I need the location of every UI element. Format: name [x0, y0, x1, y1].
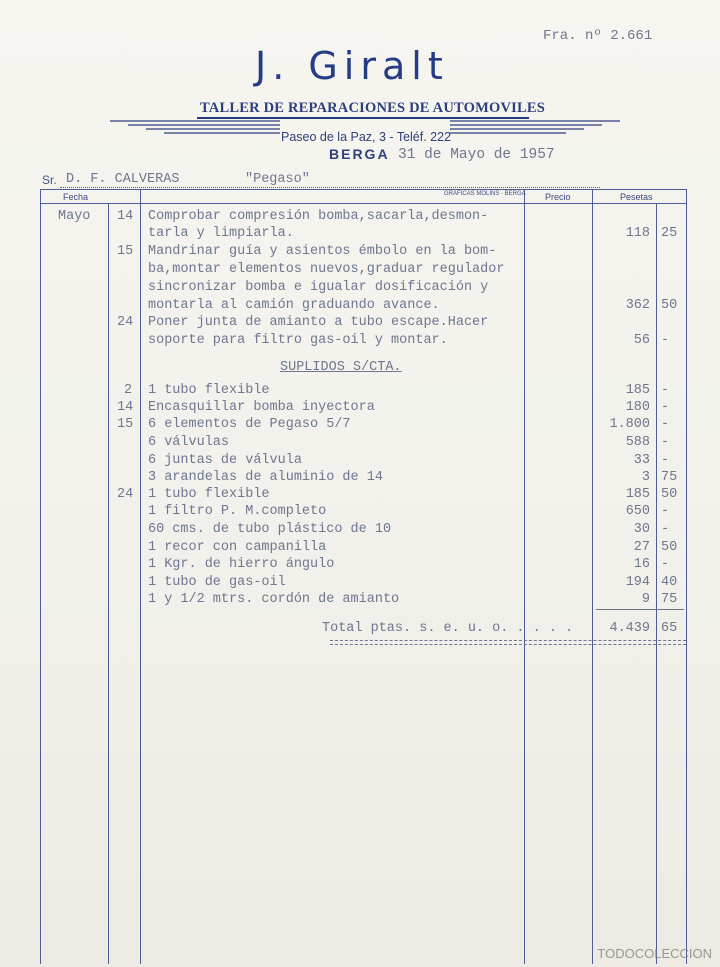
suplido-text: 1 recor con campanilla: [148, 540, 327, 555]
row-text: sincronizar bomba e igualar dosificación y: [148, 280, 489, 295]
header-fecha: Fecha: [63, 192, 89, 202]
suplido-cents: 40: [661, 575, 678, 590]
suplido-day: 24: [117, 487, 134, 502]
client-vehicle: "Pegaso": [245, 172, 310, 187]
suplido-cents: 50: [661, 540, 678, 555]
suplido-amount: 3: [641, 470, 650, 485]
suplidos-title: SUPLIDOS S/CTA.: [280, 360, 402, 375]
total-label: Total ptas. s. e. u. o. . . . .: [322, 621, 574, 636]
row-amount: 362: [625, 298, 650, 313]
suplido-amount: 185: [625, 487, 650, 502]
company-address: Paseo de la Paz, 3 - Teléf. 222: [281, 130, 452, 144]
row-text: ba,montar elementos nuevos,graduar regulador: [148, 262, 505, 277]
suplido-text: 1 tubo flexible: [148, 383, 270, 398]
suplido-day: 14: [117, 400, 134, 415]
row-text: Poner junta de amianto a tubo escape.Hacer: [148, 315, 489, 330]
suplido-day: 15: [117, 417, 134, 432]
suplido-amount: 194: [625, 575, 650, 590]
suplido-cents: 75: [661, 592, 678, 607]
suplido-amount: 185: [625, 383, 650, 398]
suplido-cents: -: [661, 504, 670, 519]
row-text: Comprobar compresión bomba,sacarla,desmon-: [148, 209, 489, 224]
company-city: BERGA: [329, 146, 390, 162]
suplido-amount: 588: [625, 435, 650, 450]
suplido-amount: 9: [641, 592, 650, 607]
col-line-left: [40, 189, 41, 964]
suplido-cents: -: [661, 400, 670, 415]
table-header-line: [40, 203, 686, 204]
row-amount: 56: [633, 333, 650, 348]
suplido-cents: -: [661, 522, 670, 537]
header-pesetas: Pesetas: [620, 192, 653, 202]
total-double-line-2: [330, 644, 686, 646]
watermark: TODOCOLECCION: [597, 946, 712, 961]
suplido-amount: 180: [625, 400, 650, 415]
total-amount: 4.439: [609, 621, 650, 636]
invoice-number: Fra. nº 2.661: [543, 28, 653, 44]
suplido-amount: 16: [633, 557, 650, 572]
suplido-cents: -: [661, 557, 670, 572]
suplido-text: 1 tubo flexible: [148, 487, 270, 502]
row-day: 14: [117, 209, 134, 224]
col-line-fecha-a: [108, 203, 109, 964]
suplido-cents: 50: [661, 487, 678, 502]
suplido-cents: -: [661, 383, 670, 398]
suplido-text: Encasquillar bomba inyectora: [148, 400, 375, 415]
suplido-amount: 33: [633, 453, 650, 468]
suplido-text: 1 filtro P. M.completo: [148, 504, 327, 519]
suplido-cents: 75: [661, 470, 678, 485]
row-day: 15: [117, 244, 134, 259]
suplido-amount: 27: [633, 540, 650, 555]
row-text: montarla al camión graduando avance.: [148, 298, 440, 313]
suplido-text: 60 cms. de tubo plástico de 10: [148, 522, 392, 537]
sum-line: [596, 609, 684, 610]
row-month: Mayo: [58, 209, 91, 224]
row-text: tarla y limpiarla.: [148, 226, 294, 241]
suplido-text: 6 válvulas: [148, 435, 230, 450]
suplido-text: 1 Kgr. de hierro ángulo: [148, 557, 335, 572]
suplido-day: 2: [124, 383, 133, 398]
header-printer: GRAFICAS MOLINS · BERGA: [444, 191, 526, 197]
total-cents: 65: [661, 621, 678, 636]
suplido-text: 1 tubo de gas-oil: [148, 575, 286, 590]
company-tagline: TALLER DE REPARACIONES DE AUTOMOVILES: [200, 100, 545, 116]
suplido-text: 6 elementos de Pegaso 5/7: [148, 417, 351, 432]
header-precio: Precio: [545, 192, 571, 202]
col-line-cents: [656, 203, 657, 964]
row-cents: 50: [661, 298, 678, 313]
row-text: soporte para filtro gas-oil y montar.: [148, 333, 448, 348]
suplido-cents: -: [661, 435, 670, 450]
invoice-date: 31 de Mayo de 1957: [398, 147, 555, 163]
suplido-cents: -: [661, 453, 670, 468]
client-prefix: Sr.: [42, 173, 57, 187]
total-double-line-1: [330, 640, 686, 642]
suplido-text: 1 y 1/2 mtrs. cordón de amianto: [148, 592, 400, 607]
row-cents: -: [661, 333, 670, 348]
suplido-amount: 30: [633, 522, 650, 537]
row-day: 24: [117, 315, 134, 330]
col-line-fecha-b: [140, 189, 141, 964]
suplido-text: 3 arandelas de aluminio de 14: [148, 470, 383, 485]
client-name: D. F. CALVERAS: [66, 172, 180, 187]
table-top-line: [40, 189, 686, 190]
suplido-cents: -: [661, 417, 670, 432]
suplido-text: 6 juntas de válvula: [148, 453, 302, 468]
suplido-amount: 650: [625, 504, 650, 519]
row-amount: 118: [625, 226, 650, 241]
suplido-amount: 1.800: [609, 417, 650, 432]
row-cents: 25: [661, 226, 678, 241]
company-name: J. Giralt: [255, 44, 449, 88]
row-text: Mandrinar guía y asientos émbolo en la bom-: [148, 244, 497, 259]
col-line-concept: [524, 189, 525, 964]
